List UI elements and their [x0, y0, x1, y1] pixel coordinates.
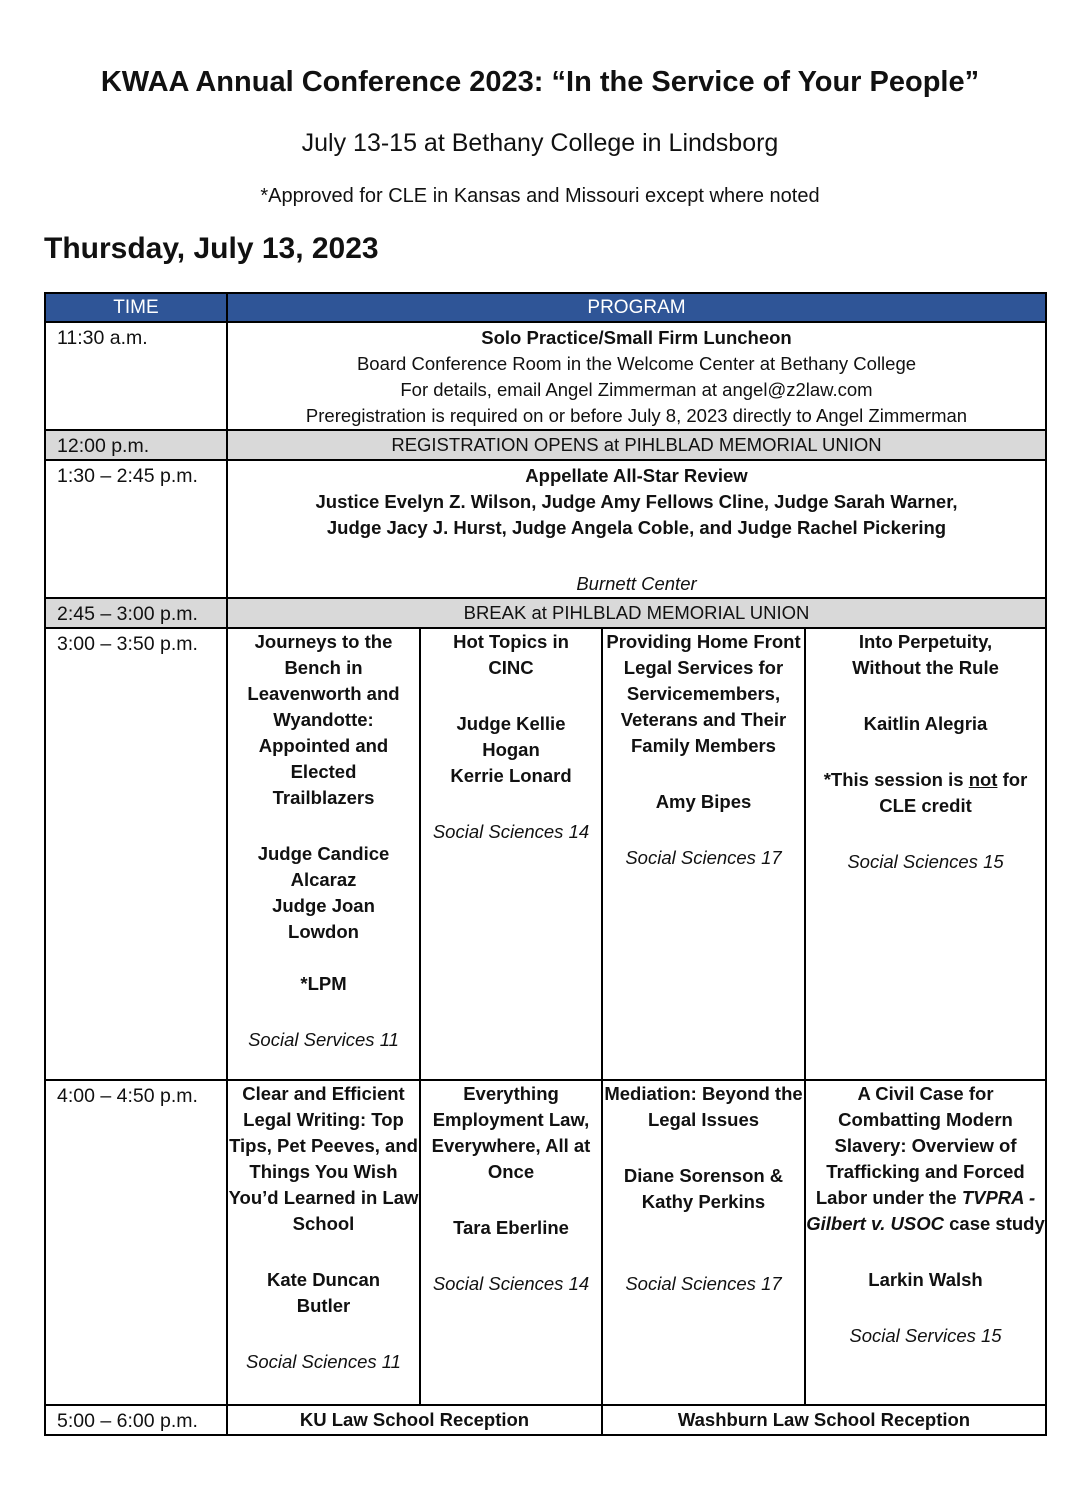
session-title: Journeys to the Bench in Leavenworth and Wyandotte: Appointed and Elected Trailblazers	[247, 631, 400, 808]
session-cell	[227, 628, 420, 1080]
session-speaker: Kerrie Lonard	[450, 765, 572, 786]
session-cell	[420, 1080, 602, 1405]
session-speakers: Judge Jacy J. Hurst, Judge Angela Coble, and Judge Rachel Pickering	[326, 517, 947, 538]
session-speakers: Justice Evelyn Z. Wilson, Judge Amy Fellows Cline, Judge Sarah Warner,	[315, 491, 958, 512]
session-speaker: Amy Bipes	[655, 791, 752, 812]
session-speaker: Judge Kellie Hogan	[456, 713, 566, 760]
session-title: Everything Employment Law, Everywhere, All at Once	[431, 1083, 591, 1182]
session-location: Social Sciences 11	[246, 1351, 401, 1372]
session-cell	[805, 1080, 1046, 1405]
session-speaker: Judge Candice Alcaraz	[257, 843, 390, 890]
time-cell: 11:30 a.m.	[45, 322, 227, 430]
session-title: Hot Topics in CINC	[453, 631, 569, 678]
session-title	[806, 1081, 1045, 1237]
table-row	[45, 460, 1046, 598]
session-cell	[805, 628, 1046, 1080]
session-location: Board Conference Room in the Welcome Center at Bethany College	[356, 353, 917, 374]
session-note: *LPM	[300, 973, 347, 994]
note-text: for CLE credit	[879, 769, 1028, 816]
table-header-row	[45, 293, 1046, 322]
cle-note: *Approved for CLE in Kansas and Missouri except where noted	[260, 185, 820, 207]
note-text: *This session is	[823, 769, 969, 790]
reception-cell: KU Law School Reception	[227, 1405, 602, 1435]
session-speaker: Larkin Walsh	[868, 1269, 983, 1290]
time-cell: 1:30 – 2:45 p.m.	[45, 460, 227, 598]
session-speaker: Diane Sorenson & Kathy Perkins	[623, 1165, 784, 1212]
table-row	[45, 628, 1046, 1080]
session-speaker: Judge Joan Lowdon	[272, 895, 375, 942]
session-cell	[227, 1080, 420, 1405]
session-title: Into Perpetuity, Without the Rule	[852, 631, 999, 678]
session-speaker: Tara Eberline	[453, 1217, 569, 1238]
reception-cell: Washburn Law School Reception	[602, 1405, 1046, 1435]
column-header-program: PROGRAM	[227, 293, 1046, 322]
table-row	[45, 1080, 1046, 1405]
session-contact: For details, email Angel Zimmerman at angel@z2law.com	[400, 379, 873, 400]
session-location: Social Sciences 14	[432, 821, 590, 842]
time-cell: 12:00 p.m.	[45, 430, 227, 460]
session-title: Appellate All-Star Review	[525, 465, 748, 486]
program-cell: BREAK at PIHLBLAD MEMORIAL UNION	[227, 598, 1046, 628]
table-row	[45, 1405, 1046, 1435]
day-heading: Thursday, July 13, 2023	[44, 232, 379, 265]
session-note: Preregistration is required on or before July 8, 2023 directly to Angel Zimmerman	[305, 405, 968, 426]
program-cell	[227, 460, 1046, 598]
time-cell: 3:00 – 3:50 p.m.	[45, 628, 227, 1080]
title-text: A Civil Case for Combatting Modern Slavery: Overview of Trafficking and Forced Labor under the	[815, 1083, 1025, 1208]
schedule-table	[44, 292, 1047, 1436]
column-header-time: TIME	[45, 293, 227, 322]
session-title: Providing Home Front Legal Services for Servicemembers, Veterans and Their Family Members	[606, 631, 801, 756]
title-case-name: TVPRA - Gilbert v. USOC	[806, 1187, 1036, 1234]
session-location: Social Sciences 17	[625, 1273, 782, 1294]
time-cell: 5:00 – 6:00 p.m.	[45, 1405, 227, 1435]
session-location: Social Services 15	[849, 1325, 1002, 1346]
session-title: Solo Practice/Small Firm Luncheon	[481, 327, 792, 348]
page-title: KWAA Annual Conference 2023: “In the Service of Your People”	[100, 66, 980, 98]
program-cell: REGISTRATION OPENS at PIHLBLAD MEMORIAL UNION	[227, 430, 1046, 460]
session-cell	[602, 628, 805, 1080]
session-speaker: Kate Duncan Butler	[266, 1269, 381, 1316]
session-cell	[420, 628, 602, 1080]
conference-dates: July 13-15 at Bethany College in Lindsborg	[301, 129, 779, 157]
session-location: Social Sciences 17	[625, 847, 782, 868]
table-row	[45, 322, 1046, 430]
title-text: case study	[943, 1213, 1045, 1234]
table-row	[45, 598, 1046, 628]
session-note	[806, 767, 1045, 819]
time-cell: 2:45 – 3:00 p.m.	[45, 598, 227, 628]
table-row	[45, 430, 1046, 460]
session-speaker: Kaitlin Alegria	[863, 713, 988, 734]
note-emphasis: not	[968, 769, 998, 790]
session-location: Social Sciences 14	[432, 1273, 590, 1294]
session-location: Social Services 11	[248, 1029, 399, 1050]
time-cell: 4:00 – 4:50 p.m.	[45, 1080, 227, 1405]
session-location: Burnett Center	[576, 573, 697, 594]
session-title: Mediation: Beyond the Legal Issues	[604, 1083, 803, 1130]
session-title: Clear and Efficient Legal Writing: Top Tips, Pet Peeves, and Things You Wish You’d Learned in Law School	[228, 1083, 419, 1234]
program-cell	[227, 322, 1046, 430]
session-cell	[602, 1080, 805, 1405]
session-location: Social Sciences 15	[847, 851, 1004, 872]
